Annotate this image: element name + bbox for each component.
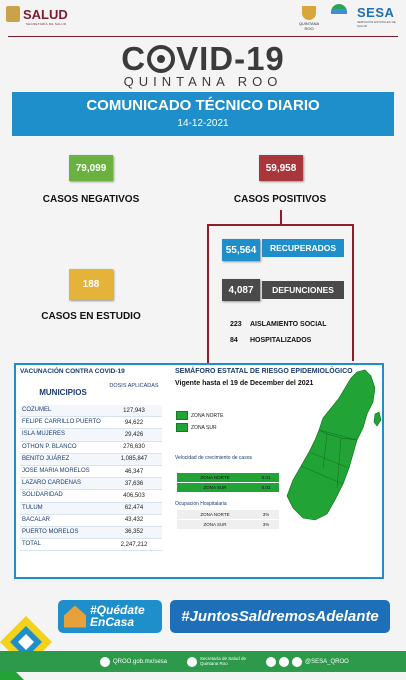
house-heart-icon	[64, 606, 86, 628]
twitter-icon	[279, 657, 289, 667]
quedate-en-casa-banner: #Quédate EnCasa	[58, 600, 162, 633]
hospitalizados-row: 84 HOSPITALIZADOS	[230, 337, 312, 344]
table-row: BENITO JUÁREZ 1,085,847	[20, 454, 162, 466]
positivos-connector	[280, 210, 282, 224]
casos-negativos-label: CASOS NEGATIVOS	[42, 194, 140, 205]
ocupacion-table	[177, 510, 279, 530]
covid-subtitle: QUINTANA ROO	[123, 74, 283, 89]
table-row: JOSE MARIA MORELOS 46,347	[20, 466, 162, 478]
juntos-saldremos-banner: #JuntosSaldremosAdelante	[170, 600, 390, 633]
sesa-logo: SESA SERVICIOS ESTATALES DE SALUD	[357, 5, 396, 28]
casos-positivos-value: 59,958	[259, 155, 303, 181]
casos-estudio-value: 188	[69, 269, 113, 300]
mexico-emblem-icon	[6, 6, 20, 22]
table-row: SOLIDARIDAD 406,503	[20, 490, 162, 502]
report-date: 14-12-2021	[177, 118, 229, 129]
ocupacion-title: Ocupación Hospitalaria	[175, 501, 227, 507]
zona-norte-region	[319, 370, 375, 440]
col-municipios: MUNICIPIOS	[39, 387, 87, 397]
secretaria-logo-icon	[187, 657, 197, 667]
green-swatch-icon	[176, 423, 188, 432]
sun-logo	[327, 4, 351, 26]
facebook-icon	[266, 657, 276, 667]
casos-estudio-label: CASOS EN ESTUDIO	[41, 311, 141, 322]
crecimiento-title: Velocidad de crecimiento de casos	[175, 455, 252, 461]
cozumel-island	[374, 412, 381, 426]
quintana-roo-map	[279, 368, 383, 540]
recuperados-label: RECUPERADOS	[262, 239, 344, 257]
defunciones-value: 4,087	[222, 279, 260, 301]
table-row: LAZARO CARDENAS 37,636	[20, 478, 162, 490]
recuperados-value: 55,564	[222, 239, 260, 261]
table-row: TULUM 62,474	[20, 503, 162, 515]
legend-zona-sur: ZONA SUR	[176, 423, 217, 432]
quintana-roo-logo: QUINTANA ROO	[295, 6, 323, 28]
footer-bar	[0, 651, 406, 672]
defunciones-label: DEFUNCIONES	[262, 281, 344, 299]
table-row: ISLA MUJERES 29,426	[20, 429, 162, 441]
table-row: COZUMEL 127,943	[20, 405, 162, 417]
vacunacion-table	[20, 405, 162, 551]
table-row: PUERTO MORELOS 36,352	[20, 527, 162, 539]
virus-icon	[147, 45, 175, 73]
table-row: OTHON P. BLANCO 276,630	[20, 442, 162, 454]
instagram-icon	[292, 657, 302, 667]
semaforo-vigencia: Vigente hasta el 19 de December del 2021	[175, 380, 314, 387]
table-row: ZONA NORTE 3%	[177, 510, 279, 520]
aislamiento-row: 223 AISLAMIENTO SOCIAL	[230, 321, 327, 328]
legend-zona-norte: ZONA NORTE	[176, 411, 223, 420]
qroo-web-icon	[100, 657, 110, 667]
quintana-roo-shield-icon	[302, 6, 316, 20]
semaforo-title: SEMÁFORO ESTATAL DE RIESGO EPIDEMIOLÓGICO	[175, 368, 353, 375]
salud-logo: SALUD SECRETARÍA DE SALUD	[6, 6, 68, 22]
table-row: ZONA NORTE 0.01	[177, 473, 279, 483]
covid-title: C VID-19	[121, 40, 285, 77]
casos-positivos-label: CASOS POSITIVOS	[233, 194, 327, 205]
vacunacion-title: VACUNACIÓN CONTRA COVID-19	[20, 368, 125, 375]
casos-negativos-value: 79,099	[69, 155, 113, 181]
footer-social[interactable]: @SESA_QROO	[266, 657, 349, 667]
col-dosis: DOSIS APLICADAS	[109, 383, 159, 389]
table-row: FELIPE CARRILLO PUERTO 94,622	[20, 417, 162, 429]
report-title: COMUNICADO TÉCNICO DIARIO	[86, 97, 320, 114]
table-row: BACALAR 43,432	[20, 515, 162, 527]
footer-web[interactable]: QROO.gob.mx/sesa	[100, 657, 167, 667]
header-divider	[8, 36, 398, 37]
table-row-total: TOTAL 2,247,212	[20, 539, 162, 551]
sun-icon	[331, 4, 347, 14]
crecimiento-table	[177, 473, 279, 493]
footer-secretaria: Secretaría de Salud de Quintana Roo	[187, 657, 260, 667]
green-swatch-icon	[176, 411, 188, 420]
report-banner	[12, 92, 394, 136]
table-row: ZONA SUR 0.01	[177, 483, 279, 493]
table-row: ZONA SUR 3%	[177, 520, 279, 530]
vacunacion-table-header	[20, 381, 162, 403]
